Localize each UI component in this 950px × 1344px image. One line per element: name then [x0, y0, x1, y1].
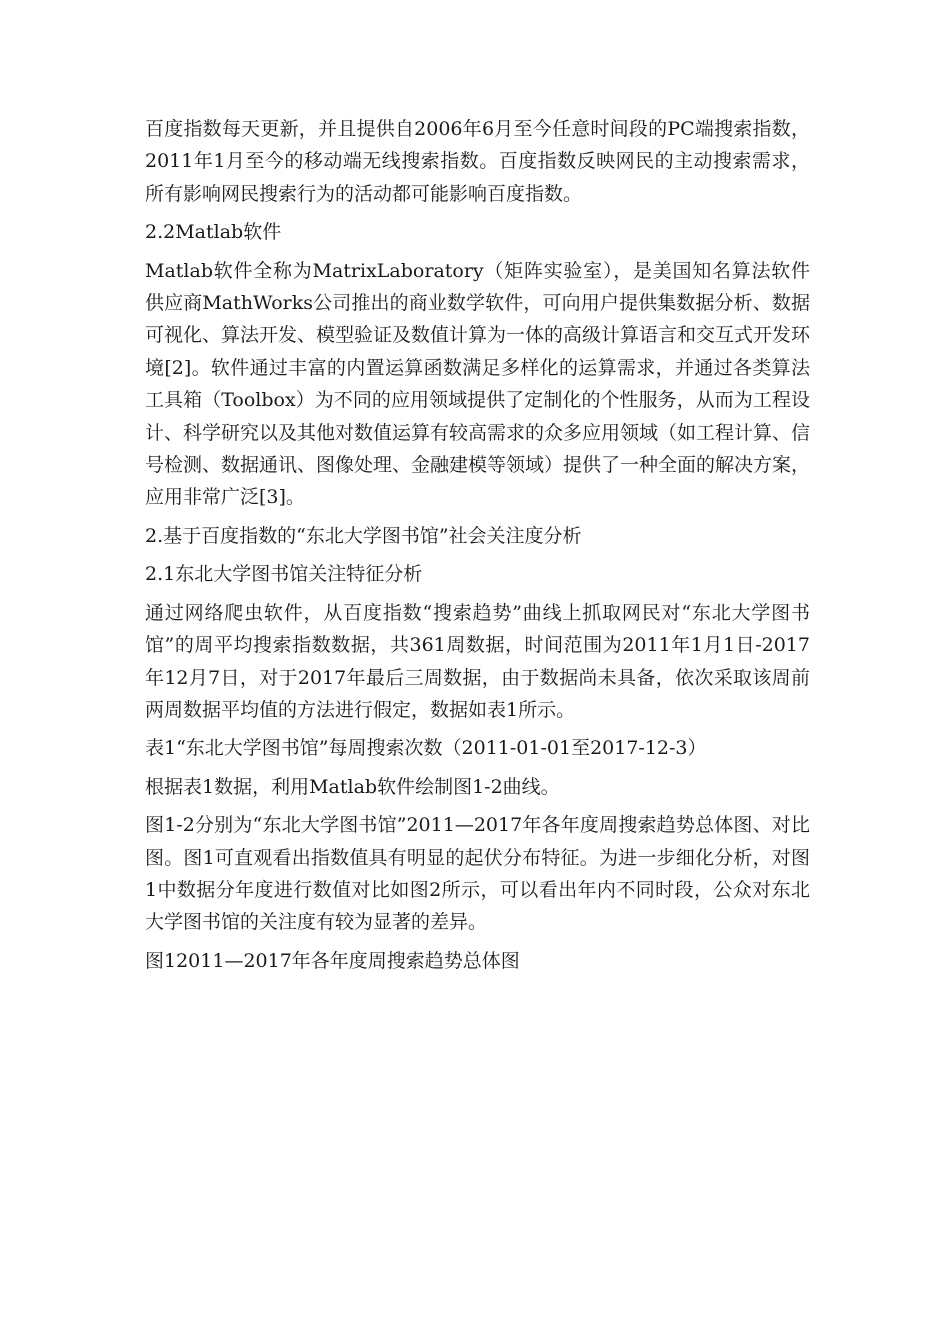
paragraph-matlab-description: Matlab软件全称为MatrixLaboratory（矩阵实验室），是美国知名算法软件供应商MathWorks公司推出的商业数学软件，可向用户提供集数据分析、数据可视化、算法开发、模型验证及数值计算为一体的高级计算语言和交互式开发环境[2]。软件通过丰富的内置运算函数满足多样化的运算需求，并通过各类算法工具箱（Toolbox）为不同的应用领域提供了定制化的个性服务，从而为工程设计、科学研究以及其他对数值运算有较高需求的众多应用领域（如工程计算、信号检测、数据通讯、图像处理、金融建模等领域）提供了一种全面的解决方案，应用非常广泛[3]。 [145, 259, 811, 509]
subsection-heading-feature-analysis: 2.1东北大学图书馆关注特征分析 [145, 563, 423, 586]
paragraph-figure-description: 图1-2分别为“东北大学图书馆”2011—2017年各年度周搜索趋势总体图、对比图。图1可直观看出指数值具有明显的起伏分布特征。为进一步细化分析，对图1中数据分年度进行数值对比如图2所示，可以看出年内不同时段，公众对东北大学图书馆的关注度有较为显著的差异。 [145, 814, 810, 934]
section-heading-attention-analysis: 2.基于百度指数的“东北大学图书馆”社会关注度分析 [145, 524, 582, 547]
paragraph-matlab-plot: 根据表1数据，利用Matlab软件绘制图1-2曲线。 [145, 775, 560, 798]
table-caption: 表1“东北大学图书馆”每周搜索次数（2011-01-01至2017-12-3） [145, 737, 707, 760]
section-heading-matlab: 2.2Matlab软件 [145, 221, 282, 244]
document-body [145, 113, 810, 983]
figure-caption: 图12011—2017年各年度周搜索趋势总体图 [145, 949, 520, 972]
paragraph-data-collection: 通过网络爬虫软件，从百度指数“搜索趋势”曲线上抓取网民对“东北大学图书馆”的周平均搜索指数数据，共361周数据，时间范围为2011年1月1日-2017年12月7日，对于2017年最后三周数据，由于数据尚未具备，依次采取该周前两周数据平均值的方法进行假定，数据如表1所示。 [145, 601, 810, 721]
paragraph-baidu-index-description: 百度指数每天更新，并且提供自2006年6月至今任意时间段的PC端搜索指数，2011年1月至今的移动端无线搜索指数。百度指数反映网民的主动搜索需求，所有影响网民搜索行为的活动都可能影响百度指数。 [145, 118, 810, 205]
